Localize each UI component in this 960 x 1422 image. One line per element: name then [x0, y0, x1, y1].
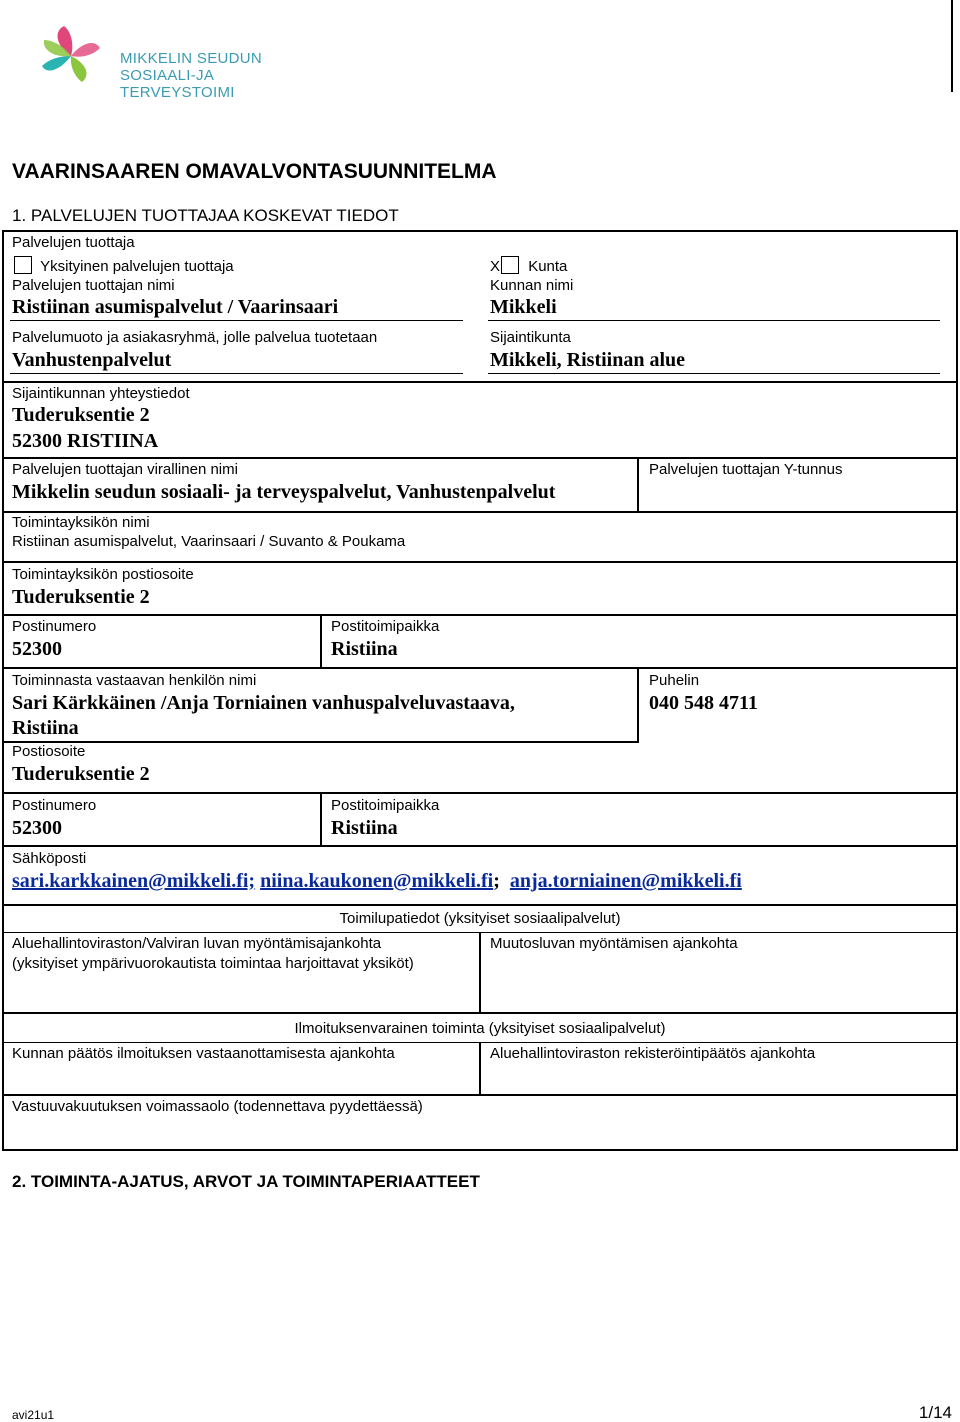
- unit-post-divider: [320, 614, 322, 667]
- divider-12: [2, 1094, 958, 1096]
- divider-9: [2, 845, 958, 847]
- unit-postal-code-value: 52300: [12, 638, 62, 660]
- responsible-name-label: Toiminnasta vastaavan henkilön nimi: [12, 672, 257, 689]
- email-label: Sähköposti: [12, 850, 87, 867]
- phone-divider: [637, 667, 639, 742]
- email-gap: [500, 870, 510, 892]
- divider-2: [2, 457, 958, 459]
- form-code: avi21u1: [12, 1408, 55, 1422]
- service-form-label: Palvelumuoto ja asiakasryhmä, jolle palvelua tuotetaan: [12, 329, 378, 346]
- provider-name-label: Palvelujen tuottajan nimi: [12, 277, 175, 294]
- unit-address-value: Tuderuksentie 2: [12, 586, 150, 608]
- provider-name-underline: [10, 320, 463, 321]
- unit-post-office-value: Ristiina: [331, 638, 398, 660]
- municipality-name-underline: [488, 320, 940, 321]
- email-link-3[interactable]: anja.torniainen@mikkeli.fi: [509, 870, 742, 892]
- location-underline: [488, 373, 940, 374]
- organization-name: [120, 50, 328, 101]
- contact-line2: 52300 RISTIINA: [12, 430, 159, 452]
- email-link-1[interactable]: sari.karkkainen@mikkeli.fi;: [12, 870, 256, 892]
- divider-8: [2, 792, 958, 794]
- divider-7: [2, 741, 639, 743]
- organization-logo: [28, 18, 328, 101]
- responsible-postal-code-value: 52300: [12, 817, 62, 839]
- municipality-name-label: Kunnan nimi: [490, 277, 574, 294]
- responsible-name-line2: Ristiina: [12, 717, 79, 739]
- organization-name-line2: SOSIAALI-JA TERVEYSTOIMI: [120, 67, 235, 101]
- responsible-name-line1: Sari Kärkkäinen /Anja Torniainen vanhuspalveluvastaava,: [12, 692, 515, 714]
- divider-11: [2, 1012, 958, 1014]
- email-list: [12, 870, 742, 893]
- permit-divider: [479, 932, 481, 1012]
- divider-10: [2, 904, 958, 906]
- unit-post-office-label: Postitoimipaikka: [331, 618, 440, 635]
- form-bottom-border: [2, 1149, 958, 1151]
- organization-name-line1: MIKKELIN SEUDUN: [120, 50, 263, 67]
- unit-address-label: Toimintayksikön postiosoite: [12, 566, 194, 583]
- service-form-underline: [10, 373, 463, 374]
- municipality-mark: X: [490, 258, 501, 275]
- private-provider-option[interactable]: [14, 256, 234, 276]
- document-title: VAARINSAAREN OMAVALVONTASUUNNITELMA: [12, 160, 497, 183]
- responsible-address-label: Postiosoite: [12, 743, 86, 760]
- business-id-divider: [637, 457, 639, 512]
- responsible-postal-code-label: Postinumero: [12, 797, 97, 814]
- responsible-post-divider: [320, 792, 322, 846]
- municipality-checkbox[interactable]: [501, 256, 519, 274]
- avi-label-line1: Aluehallintoviraston/Valviran luvan myöntämisajankohta: [12, 935, 382, 952]
- divider-3: [2, 511, 958, 513]
- contact-line1: Tuderuksentie 2: [12, 404, 150, 426]
- responsible-post-office-label: Postitoimipaikka: [331, 797, 440, 814]
- private-provider-checkbox[interactable]: [14, 256, 32, 274]
- divider-1: [2, 381, 958, 383]
- phone-value: 040 548 4711: [649, 692, 758, 714]
- section-2-heading: 2. TOIMINTA-AJATUS, ARVOT JA TOIMINTAPERIAATTEET: [12, 1172, 480, 1191]
- responsible-address-value: Tuderuksentie 2: [12, 763, 150, 785]
- registration-label: Aluehallintoviraston rekisteröintipäätös ajankohta: [490, 1045, 816, 1062]
- page-number: 1/14: [918, 1403, 952, 1422]
- municipality-option[interactable]: [490, 256, 567, 276]
- divider-6: [2, 667, 958, 669]
- location-value: Mikkeli, Ristiinan alue: [490, 349, 686, 371]
- header-divider: [951, 0, 953, 92]
- official-name-value: Mikkelin seudun sosiaali- ja terveyspalvelut, Vanhustenpalvelut: [12, 481, 556, 503]
- unit-name-value: Ristiinan asumispalvelut, Vaarinsaari / Suvanto & Poukama: [12, 533, 406, 550]
- provider-label: Palvelujen tuottaja: [12, 234, 135, 251]
- email-separator: ;: [493, 870, 500, 892]
- notification-heading: Ilmoituksenvarainen toiminta (yksityiset sosiaalipalvelut): [294, 1020, 666, 1037]
- flower-logo-icon: [28, 18, 114, 94]
- divider-4: [2, 561, 958, 563]
- service-form-value: Vanhustenpalvelut: [12, 349, 172, 371]
- avi-label-line2: (yksityiset ympärivuorokautista toimintaa harjoittavat yksiköt): [12, 955, 414, 972]
- email-link-2[interactable]: niina.kaukonen@mikkeli.fi: [260, 870, 494, 892]
- official-name-label: Palvelujen tuottajan virallinen nimi: [12, 461, 238, 478]
- municipality-option-label: Kunta: [528, 258, 568, 275]
- municipal-decision-label: Kunnan päätös ilmoituksen vastaanottamisesta ajankohta: [12, 1045, 395, 1062]
- private-provider-label: Yksityinen palvelujen tuottaja: [40, 258, 234, 275]
- location-label: Sijaintikunta: [490, 329, 571, 346]
- section-1-heading: 1. PALVELUJEN TUOTTAJAA KOSKEVAT TIEDOT: [12, 206, 399, 225]
- change-permit-label: Muutosluvan myöntämisen ajankohta: [490, 935, 738, 952]
- unit-postal-code-label: Postinumero: [12, 618, 97, 635]
- responsible-post-office-value: Ristiina: [331, 817, 398, 839]
- divider-5: [2, 614, 958, 616]
- permit-heading: Toimilupatiedot (yksityiset sosiaalipalvelut): [339, 910, 621, 927]
- insurance-label: Vastuuvakuutuksen voimassaolo (todennettava pyydettäessä): [12, 1098, 423, 1115]
- contact-label: Sijaintikunnan yhteystiedot: [12, 385, 190, 402]
- business-id-label: Palvelujen tuottajan Y-tunnus: [649, 461, 843, 478]
- phone-label: Puhelin: [649, 672, 700, 689]
- unit-name-label: Toimintayksikön nimi: [12, 514, 150, 531]
- provider-name-value: Ristiinan asumispalvelut / Vaarinsaari: [12, 296, 339, 318]
- municipality-name-value: Mikkeli: [490, 296, 557, 318]
- form-top-border: [2, 230, 958, 232]
- notification-divider: [479, 1042, 481, 1095]
